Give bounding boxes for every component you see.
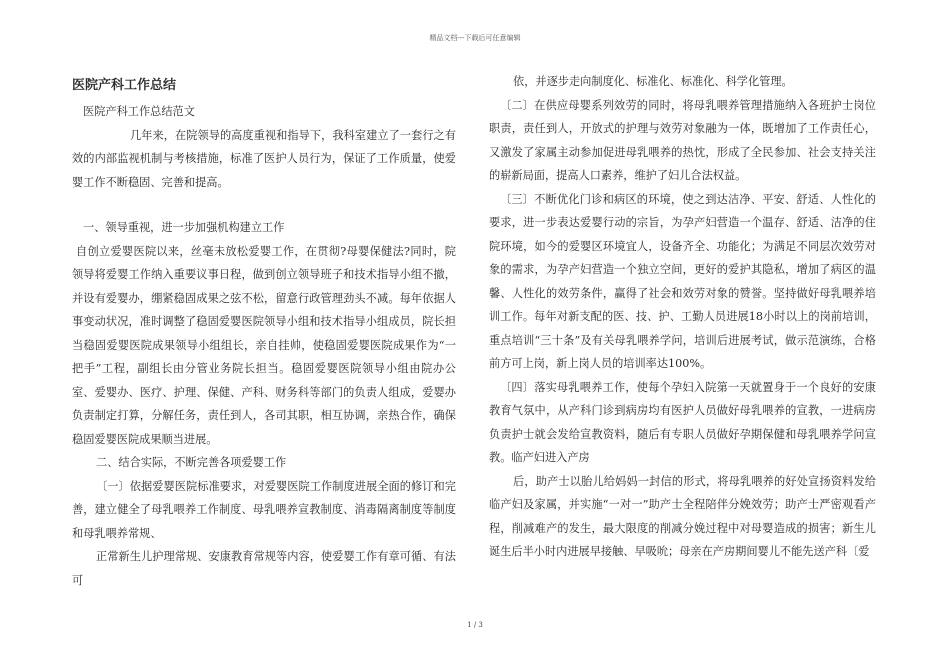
body-paragraph: 〔一〕依据爱婴医院标准要求，对爱婴医院工作制度进展全面的修订和完善，建立健全了母乳喂养工作制度、母乳喂养宣教制度、消毒隔离制度等制度和母乳喂养常规、 bbox=[72, 479, 456, 540]
section-heading-1: 一、领导重视，进一步加强机构建立工作 bbox=[83, 221, 285, 234]
body-paragraph: 依，并逐步走向制度化、标准化、标准化、科学化管理。 bbox=[513, 75, 793, 88]
body-paragraph: 后，助产士以胎儿给妈妈一封信的形式，将母乳喂养的好处宣扬资料发给临产妇及家属，并实施“一对一”助产士全程陪伴分娩效劳；助产士严密观看产程，削减难产的发生，最大限度的削减分娩过程中对母婴造成的损害；新生儿诞生后半小时内进展早接触、早吸吮；母亲在产房期间婴儿不能先送产科〔爱 bbox=[489, 474, 876, 558]
body-paragraph: 〔三〕不断优化门诊和病区的环境，使之到达洁净、平安、舒适、人性化的要求，进一步表达爱婴行动的宗旨，为孕产妇营造一个温存、舒适、洁净的住院环境，如今的爱婴区环境宜人，设备齐全、功能化；为满足不同层次效劳对象的需求，为孕产妇营造一个独立空间，更好的爱护其隐私，增加了病区的温馨、人性化的效劳条件，赢得了社会和效劳对象的赞誉。坚持做好母乳喂养培训工作。每年对新支配的医、技、护、工勤人员进展18小时以上的岗前培训，重点培训“三十条”及有关母乳喂养学问，培训后进展考试，做示范演练，合格前方可上岗，新上岗人员的培训率达100%。 bbox=[489, 192, 876, 370]
body-paragraph: 〔四〕落实母乳喂养工作，使每个孕妇入院第一天就置身于一个良好的安康教育气氛中，从产科门诊到病房均有医护人员做好母乳喂养的宣教，一进病房负责护士就会发给宣教资料，随后有专职人员做好孕期保健和母乳喂养学问宣教。临产妇进入产房 bbox=[489, 380, 876, 464]
body-paragraph: 自创立爱婴医院以来，丝毫未放松爱婴工作，在贯彻?母婴保健法?同时，院领导将爱婴工作纳入重要议事日程，做到创立领导班子和技术指导小组不撤，并设有爱婴办，绷紧稳固成果之弦不松，留意行政管理劲头不减。每年依据人事变动状况，准时调整了稳固爱婴医院领导小组和技术指导小组成员，院长担当稳固爱婴医院成果领导小组组长，亲自挂帅，使稳固爱婴医院成果作为“一把手”工程，副组长由分管业务院长担当。稳固爱婴医院领导小组由院办公室、爱婴办、医疗、护理、保健、产科、财务科等部门的负责人组成，爱婴办负责制定打算，分解任务，责任到人，各司其职，相互协调，亲热合作，确保稳固爱婴医院成果顺当进展。 bbox=[72, 244, 456, 446]
document-subtitle: 医院产科工作总结范文 bbox=[83, 105, 195, 118]
page-number: 1 / 3 bbox=[467, 621, 483, 629]
body-paragraph: 正常新生儿护理常规、安康教育常规等内容，使爱婴工作有章可循、有法可 bbox=[72, 550, 456, 587]
document-title: 医院产科工作总结 bbox=[72, 78, 177, 93]
intro-paragraph: 几年来，在院领导的高度重视和指导下，我科室建立了一套行之有效的内部监视机制与考核措施，标准了医护人员行为，保证了工作质量，使爱婴工作不断稳固、完善和提高。 bbox=[72, 128, 456, 189]
section-heading-2: 二、结合实际，不断完善各项爱婴工作 bbox=[96, 456, 287, 469]
body-paragraph: 〔二〕在供应母婴系列效劳的同时，将母乳喂养管理措施纳入各班护士岗位职责，责任到人，开放式的护理与效劳对象融为一体，既增加了工作责任心，又激发了家属主动参加促进母乳喂养的热忱，形成了全民参加、社会支持关注的崭新局面，提高人口素养，维护了妇儿合法权益。 bbox=[489, 98, 876, 182]
left-column bbox=[72, 70, 456, 592]
paragraph-spacer bbox=[72, 194, 456, 216]
page-header-note: 精品文档---下载后可任意编辑 bbox=[429, 34, 521, 42]
right-column bbox=[489, 70, 876, 564]
